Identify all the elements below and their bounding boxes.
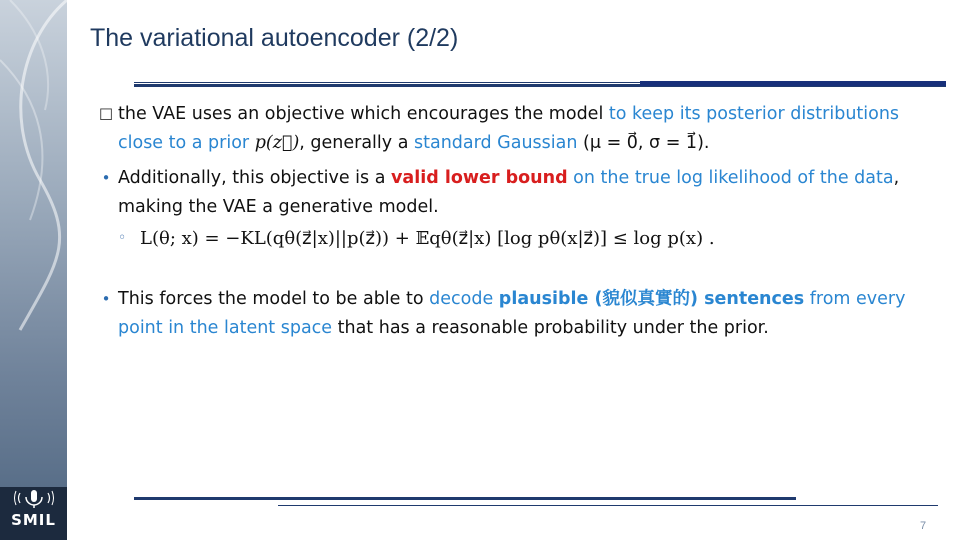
smil-logo-icon (14, 487, 54, 509)
bullet-3-text-b: that has a reasonable probability under the prior. (332, 318, 769, 338)
bullet-1-params: (μ = 0⃗, σ = 1⃗). (577, 133, 710, 153)
bullet-3-decode: decode (429, 289, 499, 309)
slide-title: The variational autoencoder (2/2) (90, 24, 459, 52)
bullet-2-text-c: , making the VAE a generative model. (118, 168, 900, 217)
sidebar-decoration (0, 0, 67, 540)
bullet-2-text-a: Additionally, this objective is a (118, 168, 391, 188)
bullet-3-text-a: This forces the model to be able to (118, 289, 430, 309)
bullet-1-text-a: the VAE uses an objective which encourages the model (118, 104, 609, 124)
circle-sub-bullet-icon: ◦ (118, 230, 127, 246)
bullet-1-text-b: to keep its posterior distributions close to a prior (118, 104, 900, 153)
spacer (96, 254, 936, 285)
smil-logo (0, 487, 67, 540)
sidebar-swirl-graphic (0, 0, 67, 487)
bullet-1-text-c: , generally a (299, 133, 414, 153)
bullet-3-plausible: plausible (貌似真實的) sentences (498, 289, 805, 309)
top-divider-accent (640, 81, 946, 86)
bullet-item-3 (96, 285, 936, 343)
sub-bullet-formula (96, 224, 936, 254)
logo-text: SMIL (11, 511, 56, 529)
bullet-2-text-b: on the true log likelihood of the (567, 168, 855, 188)
page-number: 7 (920, 520, 927, 532)
bullet-2-lower-bound: valid lower bound (391, 168, 568, 188)
elbo-formula: L(θ; x) = −KL(qθ(z⃗|x)||p(z⃗)) + 𝔼qθ(z⃗|x) [log pθ(x|z⃗)] ≤ log p(x) . (140, 228, 715, 249)
bullet-1-gaussian: standard Gaussian (414, 133, 578, 153)
bottom-divider-thin (278, 505, 938, 506)
checkbox-square-icon: ☐ (98, 105, 114, 124)
bullet-item-1 (96, 100, 936, 158)
slide-content (96, 100, 936, 343)
bullet-1-prior: p(z⃗) (254, 133, 300, 153)
bullet-3-latent: from every point in the latent space (118, 289, 906, 338)
bottom-divider-thick (134, 497, 796, 500)
dot-bullet-icon: • (101, 290, 111, 308)
bullet-2-data: data (854, 168, 894, 188)
dot-bullet-icon: • (101, 169, 111, 187)
bullet-item-2 (96, 164, 936, 222)
